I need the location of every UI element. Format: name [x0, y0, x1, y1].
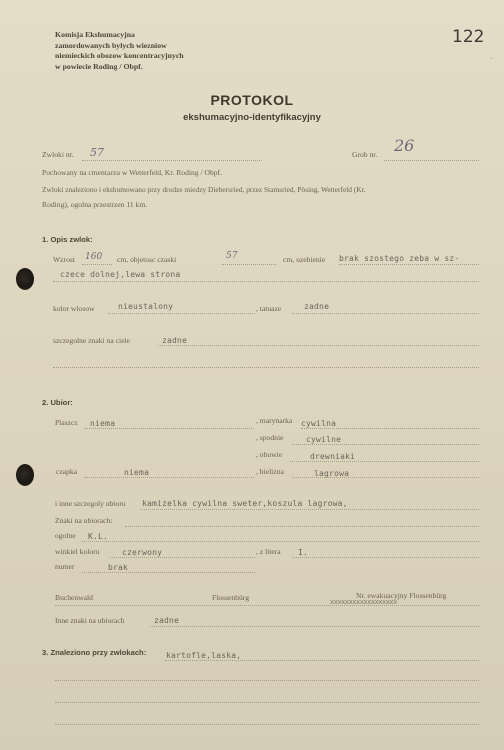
tatuaze-label: , tatuaze	[256, 304, 282, 313]
numer-label: numer	[55, 562, 75, 571]
section-1-title: 1. Opis zwlok:	[42, 235, 93, 244]
plaszcz-value: niema	[90, 419, 116, 428]
flossenburg-label: Flossenbürg	[212, 593, 249, 602]
marynarka-label: , marynarka	[256, 416, 293, 425]
znaki-na-ubiorach-label: Znaki na ubiorach:	[55, 516, 113, 525]
plaszcz-label: Plaszcz	[55, 418, 78, 427]
kolor-wlosow-label: kolor wlosow	[53, 304, 95, 313]
zwloki-label: Zwloki nr.	[42, 150, 74, 159]
numer-value: brak	[108, 563, 129, 572]
punch-hole-top	[16, 268, 34, 290]
ogolne-value: K.L.	[88, 532, 109, 541]
bielizna-value: lagrowa	[314, 469, 350, 478]
bielizna-label: , bielizna	[256, 467, 284, 476]
header-line-2: zamordowanych bylych wiezniow	[55, 40, 167, 50]
wzrost-value: 160	[85, 252, 103, 262]
header-line-1: Komisja Ekshumacyjna	[55, 30, 135, 39]
document-title: PROTOKOL	[210, 92, 294, 108]
header-line-4: w powiecie Roding / Obpf.	[55, 61, 143, 71]
obuwie-value: drewniaki	[310, 452, 356, 461]
ewakuacyjny-label: Nr. ewakuacyjny Flossenbürg	[356, 591, 447, 600]
inne-szczegoly-value: kamizelka cywilna sweter,koszula lagrowa,	[142, 499, 348, 508]
page-number: 122	[452, 27, 485, 47]
winkiel-label: winkiel koloru	[55, 547, 100, 556]
uzebienie-value: brak szostego zeba w sz-	[339, 254, 460, 263]
obuwie-label: , obuwie	[256, 450, 283, 459]
header-line-3: niemieckich obozow koncentracyjnych	[55, 51, 184, 60]
intro-line-1: Pochowany na cmentarzu w Wetterfeld, Kr. Roding / Obpf.	[42, 168, 222, 177]
czaszka-value: 57	[226, 251, 238, 261]
inne-szczegoly-label: i inne szczegoly ubioru	[55, 499, 126, 508]
tatuaze-value: zadne	[304, 302, 330, 311]
margin-mark: ·	[490, 55, 493, 63]
szczegolne-znaki-label: szczegolne znaki na ciele	[53, 336, 130, 345]
wzrost-label: Wzrost	[53, 255, 75, 264]
grob-label: Grob nr.	[352, 150, 378, 159]
section-3-title: 3. Znaleziono przy zwlokach:	[42, 648, 147, 657]
litera-label: , z litera	[256, 547, 281, 556]
uzebienie-value-cont: czece dolnej,lewa strona	[60, 270, 181, 279]
commission-header	[55, 30, 184, 72]
spodnie-value: cywilne	[306, 435, 342, 444]
punch-hole-bottom	[16, 464, 34, 486]
intro-line-3: Roding), ogolna przestrzen 11 km.	[42, 200, 148, 209]
szczegolne-znaki-value: zadne	[162, 336, 188, 345]
litera-value: I.	[298, 548, 309, 557]
cm-objetosc-label: cm, objetosc czaski	[117, 255, 177, 264]
winkiel-value: czerwony	[122, 548, 163, 557]
inne-znaki-label: Inne znaki na ubiorach	[55, 616, 125, 625]
buchenwald-label: Buchenwald	[55, 593, 93, 602]
intro-line-2: Zwloki znaleziono i ekshumowano przy drodze miedzy Diebersried, przez Stamsried, Pösing, Wetterfeld (Kr.	[42, 185, 366, 194]
marynarka-value: cywilna	[301, 419, 337, 428]
section-3-value: kartofle,laska,	[166, 651, 242, 660]
zwloki-number: 57	[90, 146, 104, 159]
grob-number: 26	[394, 136, 415, 155]
spodnie-label: , spodnie	[256, 433, 284, 442]
czapka-value: niema	[124, 468, 150, 477]
cm-uzebienie-label: cm, uzebienie	[283, 255, 326, 264]
section-2-title: 2. Ubior:	[42, 398, 73, 407]
ogolne-label: ogolne	[55, 531, 76, 540]
inne-znaki-value: zadne	[154, 616, 180, 625]
czapka-label: czapka	[56, 467, 78, 476]
ewakuacyjny-value: xxxxxxxxxxxxxxxxxx	[330, 598, 397, 606]
kolor-wlosow-value: nieustalony	[118, 302, 174, 311]
document-subtitle: ekshumacyjno-identyfikacyjny	[183, 112, 321, 123]
